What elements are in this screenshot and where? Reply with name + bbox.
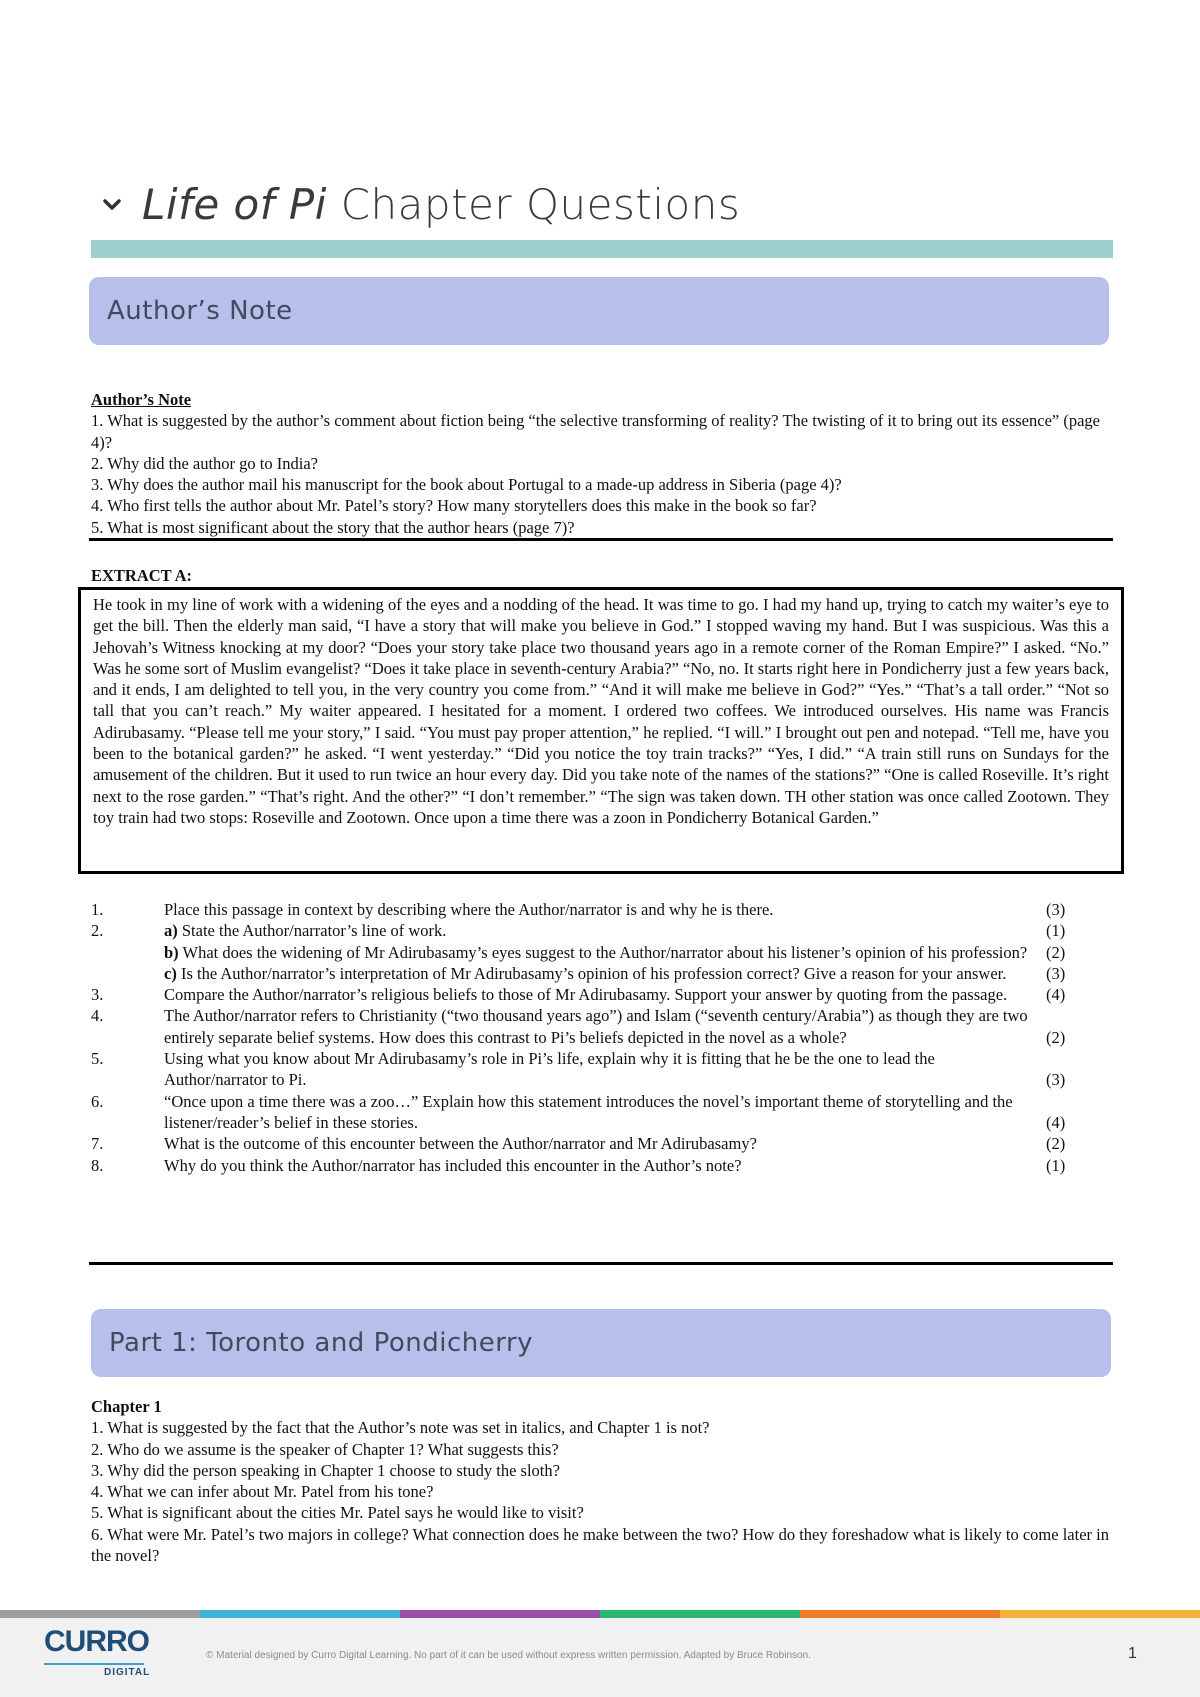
- question-text: [164, 899, 1036, 920]
- question-item: 3. Why did the person speaking in Chapter 1 choose to study the sloth?: [91, 1460, 560, 1480]
- footer-stripe: [800, 1610, 1000, 1618]
- question-marks: [1036, 984, 1113, 1005]
- chapter-1-questions: [91, 1396, 1113, 1566]
- question-item: 1. What is suggested by the fact that the Author’s note was set in italics, and Chapter 1 is not?: [91, 1418, 710, 1438]
- question-body: Compare the Author/narrator’s religious beliefs to those of Mr Adirubasamy. Support your answer by quoting from the passage.: [164, 985, 1008, 1005]
- question-item: 5. What is significant about the cities Mr. Patel says he would like to visit?: [91, 1503, 584, 1523]
- question-body: Is the Author/narrator’s interpretation of Mr Adirubasamy’s opinion of his profession correct? Give a reason for your answer.: [176, 963, 1007, 983]
- question-text: [164, 1155, 1036, 1176]
- table-row: [91, 920, 1113, 941]
- question-marks: [1036, 1048, 1113, 1091]
- question-text: [164, 1048, 1036, 1091]
- question-item: 5. What is most significant about the story that the author hears (page 7)?: [91, 517, 575, 537]
- question-body: Why do you think the Author/narrator has included this encounter in the Author’s note?: [164, 1155, 742, 1175]
- question-item: 6. What were Mr. Patel’s two majors in college? What connection does he make between the two? How do they foreshadow what is likely to come later in the novel?: [91, 1524, 1109, 1566]
- question-text: [164, 942, 1036, 963]
- question-number: 1.: [91, 900, 104, 919]
- question-item: 4. What we can infer about Mr. Patel from his tone?: [91, 1482, 434, 1502]
- page-title: [142, 180, 740, 229]
- marks-value: (3): [1046, 1070, 1066, 1090]
- question-number: 3.: [91, 985, 104, 1005]
- question-body: Using what you know about Mr Adirubasamy’s role in Pi’s life, explain why it is fitting that he be the one to lead the Author/narrator to Pi.: [164, 1049, 935, 1090]
- question-marks: [1036, 942, 1113, 963]
- section-banner-authors-note: Author’s Note: [89, 277, 1109, 345]
- question-marks: [1036, 963, 1113, 984]
- logo-underline: [44, 1663, 144, 1665]
- question-item: 4. Who first tells the author about Mr. Patel’s story? How many storytellers does this make in the book so far?: [91, 496, 817, 516]
- question-body: State the Author/narrator’s line of work.: [177, 921, 447, 941]
- question-number: 2.: [91, 921, 104, 941]
- authors-note-questions: [91, 389, 1113, 538]
- marks-value: (2): [1046, 942, 1066, 962]
- question-body: What is the outcome of this encounter between the Author/narrator and Mr Adirubasamy?: [164, 1134, 757, 1154]
- footer-stripe: [400, 1610, 600, 1618]
- marks-value: (1): [1046, 1155, 1066, 1175]
- divider-rule: [89, 1262, 1113, 1265]
- table-row: [91, 1155, 1113, 1176]
- marks-value: (3): [1046, 963, 1066, 983]
- question-prefix: a): [164, 921, 178, 941]
- question-text: [164, 984, 1036, 1005]
- question-prefix: c): [164, 963, 177, 983]
- marks-value: (4): [1046, 985, 1066, 1005]
- question-marks: [1036, 1005, 1113, 1048]
- document-title-row: [100, 180, 740, 229]
- logo-text: CURRO: [44, 1625, 149, 1658]
- question-item: 2. Why did the author go to India?: [91, 453, 318, 473]
- question-item: 2. Who do we assume is the speaker of Chapter 1? What suggests this?: [91, 1439, 559, 1459]
- question-item: 1. What is suggested by the author’s comment about fiction being “the selective transforming of reality? The twisting of it to bring out its essence” (page 4)?: [91, 411, 1100, 452]
- question-item: 3. Why does the author mail his manuscript for the book about Portugal to a made-up address in Siberia (page 4)?: [91, 475, 842, 495]
- question-marks: [1036, 920, 1113, 941]
- question-prefix: b): [164, 942, 179, 962]
- marks-value: (1): [1046, 921, 1066, 941]
- authors-note-heading: Author’s Note: [91, 390, 192, 409]
- question-number: 8.: [91, 1155, 104, 1175]
- question-body: “Once upon a time there was a zoo…” Explain how this statement introduces the novel’s important theme of storytelling and the listener/reader’s belief in these stories.: [164, 1091, 1013, 1132]
- divider-rule: [89, 538, 1113, 541]
- question-number: 7.: [91, 1134, 104, 1154]
- question-text: [164, 1133, 1036, 1154]
- extract-label: EXTRACT A:: [91, 566, 193, 585]
- table-row: [91, 899, 1113, 920]
- question-text: [164, 920, 1036, 941]
- extract-questions-table: [91, 899, 1113, 1176]
- curro-digital-logo: [44, 1625, 151, 1681]
- copyright-notice: © Material designed by Curro Digital Learning. No part of it can be used without express written permission. Adapted by Bruce Robinson.: [206, 1650, 811, 1661]
- question-number: 4.: [91, 1006, 104, 1026]
- question-body: The Author/narrator refers to Christianity (“two thousand years ago”) and Islam (“seventh century/Arabia”) as though they are two entirely separate belief systems. How does this contrast to Pi’s beliefs depicted in the novel as a whole?: [164, 1006, 1028, 1047]
- table-row: [91, 984, 1113, 1005]
- footer-stripe: [1000, 1610, 1200, 1618]
- table-row: [91, 963, 1113, 984]
- title-underline-bar: [91, 240, 1113, 258]
- logo-subtext: DIGITAL: [104, 1667, 151, 1678]
- question-marks: [1036, 899, 1113, 920]
- question-marks: [1036, 1155, 1113, 1176]
- marks-value: (3): [1046, 900, 1066, 919]
- question-body: Place this passage in context by describing where the Author/narrator is and why he is there.: [164, 900, 774, 919]
- question-number: [91, 942, 164, 963]
- marks-value: (2): [1046, 1027, 1066, 1047]
- question-text: [164, 963, 1036, 984]
- question-number: 6.: [91, 1091, 104, 1111]
- question-text: [164, 1005, 1036, 1048]
- page-title-italic: Life of Pi: [142, 180, 327, 229]
- chapter-1-heading: Chapter 1: [91, 1397, 162, 1416]
- table-row: [91, 1048, 1113, 1091]
- table-row: [91, 1091, 1113, 1134]
- question-marks: [1036, 1133, 1113, 1154]
- extract-passage: He took in my line of work with a widening of the eyes and a nodding of the head. It was time to go. I had my hand up, trying to catch my waiter’s eye to get the bill. Then the elderly man said, “I have a story that will make you believe in God.” I stopped waving my hand. But I was suspicious. Was this a Jehovah’s Witness knocking at my door? “Does your story take place two thousand years ago in a remote corner of the Roman Empire?” I asked. “No.” Was he some sort of Muslim evangelist? “Does it take place in seventh-century Arabia?” “No, no. It starts right here in Pondicherry just a few years back, and it ends, I am delighted to tell you, in the very country you come from.” “And it will make me believe in God?” “Yes.” “That’s a tall order.” “Not so tall that you can’t reach.” My waiter appeared. I hesitated for a moment. I ordered two coffees. We introduced ourselves. His name was Francis Adirubasamy. “Please tell me your story,” I said. “You must pay proper attention,” he replied. “I will.” I brought out pen and notepad. “Tell me, have you been to the botanical garden?” he asked. “I went yesterday.” “Did you notice the toy train tracks?” “Yes, I did.” “A train still runs on Sundays for the amusement of the children. But it used to run twice an hour every day. Did you take note of the names of the stations?” “One is called Roseville. It’s right next to the rose garden.” “That’s right. And the other?” “I don’t remember.” “The sign was taken down. TH other station was once called Zootown. They toy train had two stops: Roseville and Zootown. Once upon a time there was a zoon in Pondicherry Botanical Garden.”: [78, 587, 1124, 874]
- question-body: What does the widening of Mr Adirubasamy’s eyes suggest to the Author/narrator about his listener’s opinion of his profession?: [178, 942, 1028, 962]
- page-number: 1: [1128, 1645, 1137, 1662]
- footer-color-stripes: [0, 1610, 1200, 1618]
- question-number: 5.: [91, 1049, 104, 1069]
- footer-stripe: [200, 1610, 400, 1618]
- question-text: [164, 1091, 1036, 1134]
- table-row: [91, 942, 1113, 963]
- question-marks: [1036, 1091, 1113, 1134]
- chevron-down-icon[interactable]: [100, 193, 124, 217]
- marks-value: (4): [1046, 1112, 1066, 1132]
- question-number: [91, 963, 164, 984]
- section-banner-part-1: Part 1: Toronto and Pondicherry: [91, 1309, 1111, 1377]
- footer-stripe: [600, 1610, 800, 1618]
- footer-stripe: [0, 1610, 200, 1618]
- table-row: [91, 1005, 1113, 1048]
- marks-value: (2): [1046, 1134, 1066, 1154]
- page-title-rest: Chapter Questions: [326, 180, 741, 229]
- table-row: [91, 1133, 1113, 1154]
